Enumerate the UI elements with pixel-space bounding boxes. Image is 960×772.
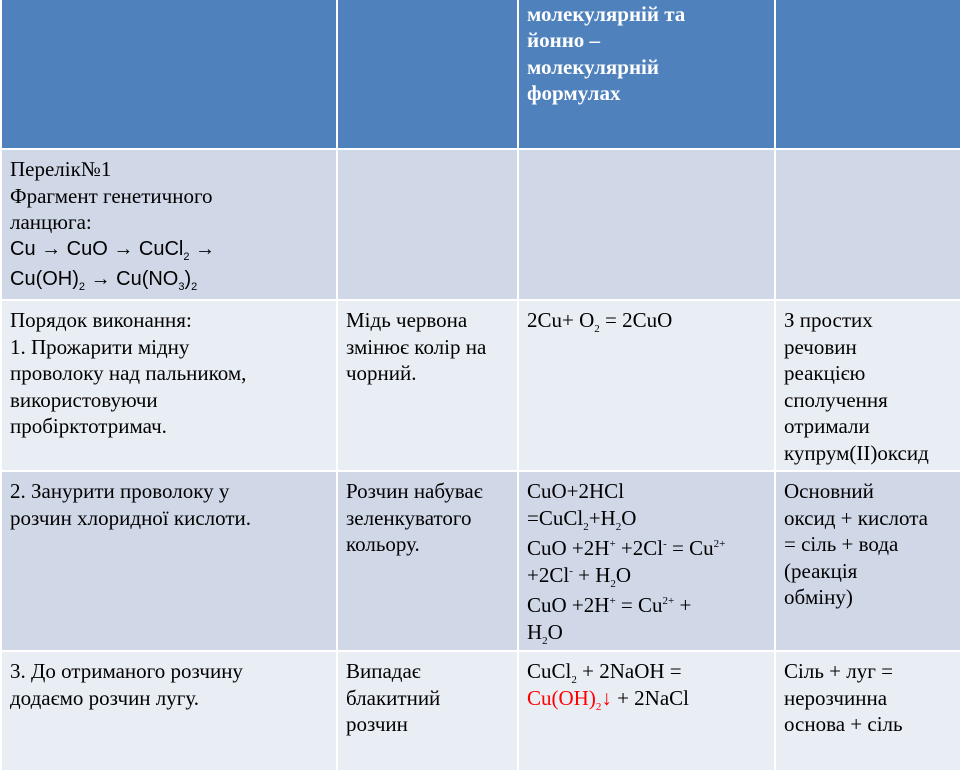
intro-line: ланцюга: xyxy=(10,210,92,234)
text-line: 3. До отриманого розчину xyxy=(10,659,243,683)
table-row-step3 xyxy=(1,651,960,771)
text-line: оксид + кислота xyxy=(784,505,928,530)
step1-procedure-cell xyxy=(1,300,337,471)
header-cell-observation xyxy=(337,0,518,149)
genetic-chain-line1: Cu → CuO → CuCl$_2$ → xyxy=(10,237,216,263)
header-cell-procedure xyxy=(1,0,337,149)
text-line: пробірктотримач. xyxy=(10,414,167,438)
text-line: Порядок виконання: xyxy=(10,308,192,332)
text-line: Сіль + луг = xyxy=(784,659,893,683)
text-line: Випадає xyxy=(346,659,421,683)
empty-cell xyxy=(337,149,518,300)
text-line: Основний xyxy=(784,479,874,503)
header-cell-equations xyxy=(518,0,775,149)
step2-observation-cell xyxy=(337,471,518,651)
text-line: 1. Прожарити мідну xyxy=(10,334,190,359)
text-line: = сіль + вода xyxy=(784,532,899,556)
equation: $2Cu+ O_2 = 2CuO$ xyxy=(527,308,673,336)
header-line: молекулярній xyxy=(527,54,659,79)
text-line: обміну) xyxy=(784,585,853,609)
step3-observation-cell xyxy=(337,651,518,771)
text-line: використовуючи xyxy=(10,387,158,412)
text-line: проволоку над пальником, xyxy=(10,361,247,385)
text-line: реакцією xyxy=(784,361,866,385)
header-line: молекулярній та xyxy=(527,1,686,26)
text-line: (реакція xyxy=(784,558,858,583)
equation: $=CuCl_2+H_2O$ xyxy=(527,505,637,533)
header-line: йонно – xyxy=(527,28,601,52)
table-row-intro xyxy=(1,149,960,300)
equation: $Cu(OH)_2↓$ + 2NaCl xyxy=(527,685,689,713)
ionic-equation: $+2Cl^- + H_2O$ xyxy=(527,562,632,590)
text-line: зеленкуватого xyxy=(346,505,472,530)
text-line: додаємо розчин лугу. xyxy=(10,685,200,710)
step3-equation-cell xyxy=(518,651,775,771)
text-line: речовин xyxy=(784,334,857,359)
text-line: Мідь червона xyxy=(346,308,468,332)
text-line: змінює колір на xyxy=(346,334,487,359)
header-row xyxy=(1,0,960,149)
precipitate-arrow-icon: ↓ xyxy=(601,685,612,710)
step2-equation-cell xyxy=(518,471,775,651)
text-line: З простих xyxy=(784,308,873,332)
empty-cell xyxy=(518,149,775,300)
genetic-chain-line2: $Cu(OH)_2 \to Cu(NO_3)_2$ xyxy=(10,268,198,293)
step1-equation-cell xyxy=(518,300,775,471)
equation: CuO+2HCl xyxy=(527,479,625,503)
table-row-step2 xyxy=(1,471,960,651)
text-line: розчин хлоридної кислоти. xyxy=(10,505,252,530)
step2-conclusion-cell xyxy=(775,471,960,651)
intro-line: Перелік№1 xyxy=(10,157,112,181)
text-line: отримали xyxy=(784,414,870,438)
intro-line: Фрагмент генетичного xyxy=(10,183,213,208)
text-line: 2. Занурити проволоку у xyxy=(10,479,230,503)
text-line: сполучення xyxy=(784,387,888,412)
step3-conclusion-cell xyxy=(775,651,960,771)
text-line: купрум(II)оксид xyxy=(784,440,929,465)
text-line: основа + сіль xyxy=(784,712,903,736)
header-line: формулах xyxy=(527,81,621,105)
table-row-step1 xyxy=(1,300,960,471)
step1-conclusion-cell xyxy=(775,300,960,471)
equation: CuCl$_2$ + 2NaOH = xyxy=(527,659,682,687)
short-ionic-equation: CuO $+2H^+ = Cu^{2+}$ + xyxy=(527,593,692,617)
step1-observation-cell xyxy=(337,300,518,471)
text-line: кольору. xyxy=(346,532,420,556)
text-line: нерозчинна xyxy=(784,685,888,710)
precipitate-formula: $Cu(OH)_2↓$ xyxy=(527,685,612,713)
text-line: розчин xyxy=(346,712,408,736)
intro-cell xyxy=(1,149,337,300)
header-cell-conclusion xyxy=(775,0,960,149)
short-ionic-equation: $H_2O$ xyxy=(527,619,563,647)
empty-cell xyxy=(775,149,960,300)
text-line: блакитний xyxy=(346,685,441,710)
text-line: чорний. xyxy=(346,361,417,385)
step3-procedure-cell xyxy=(1,651,337,771)
text-line: Розчин набуває xyxy=(346,479,483,503)
step2-procedure-cell xyxy=(1,471,337,651)
ionic-equation: CuO $+2H^+ +2Cl^- = Cu^{2+}$ xyxy=(527,536,726,560)
